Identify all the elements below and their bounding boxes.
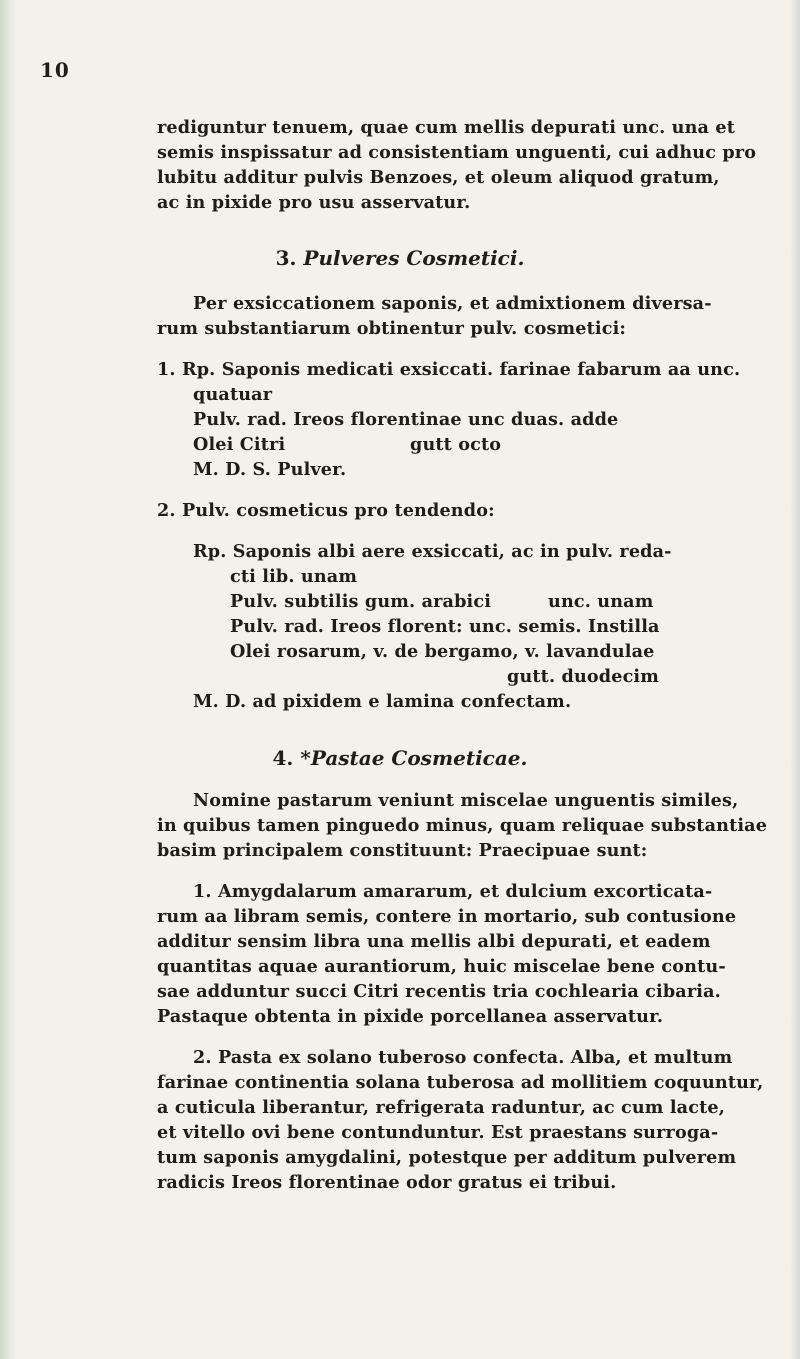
text-line: a cuticula liberantur, refrigerata raduntur, ac cum lacte,	[157, 1097, 725, 1118]
text-line: 2. Pasta ex solano tuberoso confecta. Alba, et multum	[193, 1047, 733, 1068]
recipe-line: gutt. duodecim	[507, 666, 660, 687]
recipe-line: cti lib. unam	[230, 566, 358, 587]
text-line: farinae continentia solana tuberosa ad mollitiem coquuntur,	[157, 1072, 764, 1093]
text-line: in quibus tamen pinguedo minus, quam reliquae substantiae	[157, 815, 768, 836]
page-number: 10	[40, 58, 70, 82]
recipe-line: 2. Pulv. cosmeticus pro tendendo:	[157, 500, 495, 521]
recipe-line: M. D. ad pixidem e lamina confectam.	[193, 691, 572, 712]
text-line: ac in pixide pro usu asservatur.	[157, 192, 471, 213]
text-line: quantitas aquae aurantiorum, huic miscelae bene contu-	[157, 956, 726, 977]
recipe-line: Pulv. subtilis gum. arabici	[230, 591, 492, 612]
text-line: Pastaque obtenta in pixide porcellanea asservatur.	[157, 1006, 664, 1027]
text-line: Per exsiccationem saponis, et admixtionem diversa-	[193, 293, 712, 314]
recipe-line: unc. unam	[548, 591, 654, 612]
recipe-line: Olei Citri	[193, 434, 286, 455]
text-line: semis inspissatur ad consistentiam unguenti, cui adhuc pro	[157, 142, 757, 163]
recipe-line: Olei rosarum, v. de bergamo, v. lavandulae	[230, 641, 655, 662]
recipe-line: gutt octo	[410, 434, 502, 455]
section-heading-3	[0, 246, 800, 270]
scan-edge-left	[0, 0, 16, 1359]
text-line: radicis Ireos florentinae odor gratus ei tribui.	[157, 1172, 617, 1193]
recipe-line: Pulv. rad. Ireos florent: unc. semis. Instilla	[230, 616, 660, 637]
text-line: 1. Amygdalarum amararum, et dulcium excorticata-	[193, 881, 713, 902]
recipe-line: quatuar	[193, 384, 273, 405]
section-title: Pulveres Cosmetici.	[303, 246, 525, 270]
text-line: rediguntur tenuem, quae cum mellis depurati unc. una et	[157, 117, 735, 138]
scan-edge-right	[790, 0, 800, 1359]
text-line: basim principalem constituunt: Praecipuae sunt:	[157, 840, 648, 861]
text-line: rum substantiarum obtinentur pulv. cosmetici:	[157, 318, 627, 339]
section-heading-4	[0, 746, 800, 770]
text-line: lubitu additur pulvis Benzoes, et oleum aliquod gratum,	[157, 167, 720, 188]
text-line: et vitello ovi bene contunduntur. Est praestans surroga-	[157, 1122, 719, 1143]
recipe-line: Pulv. rad. Ireos florentinae unc duas. adde	[193, 409, 619, 430]
text-line: Nomine pastarum veniunt miscelae unguentis similes,	[193, 790, 739, 811]
recipe-line: Rp. Saponis albi aere exsiccati, ac in pulv. reda-	[193, 541, 672, 562]
recipe-line: 1. Rp. Saponis medicati exsiccati. farinae fabarum aa unc.	[157, 359, 741, 380]
section-number: 4.	[272, 746, 294, 770]
section-number: 3.	[275, 246, 297, 270]
text-line: additur sensim libra una mellis albi depurati, et eadem	[157, 931, 711, 952]
section-title: *Pastae Cosmeticae.	[300, 746, 528, 770]
text-line: tum saponis amygdalini, potestque per additum pulverem	[157, 1147, 737, 1168]
text-line: sae adduntur succi Citri recentis tria cochlearia cibaria.	[157, 981, 721, 1002]
recipe-line: M. D. S. Pulver.	[193, 459, 347, 480]
text-line: rum aa libram semis, contere in mortario, sub contusione	[157, 906, 737, 927]
